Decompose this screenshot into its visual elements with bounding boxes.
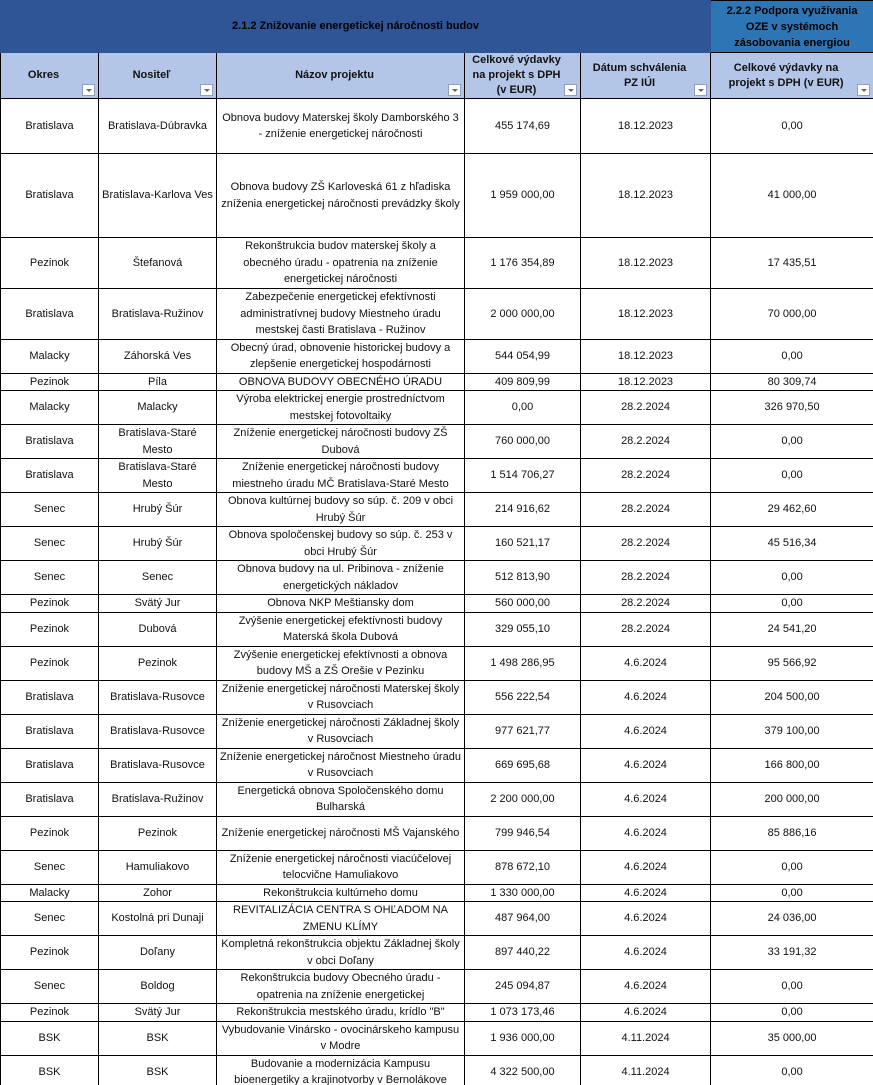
table-row [1, 289, 873, 340]
cell-nazov[interactable]: Rekonštrukcia budov materskej školy a obecného úradu - opatrenia na zníženie energetickej náročnosti [217, 238, 465, 289]
column-label: Názov projektu [295, 69, 374, 81]
cell-nositel[interactable]: Záhorská Ves [99, 339, 217, 373]
cell-oze-vydavky[interactable]: 24 541,20 [711, 612, 873, 646]
table-row [1, 238, 873, 289]
cell-nazov[interactable]: Zníženie energetickej náročnosti budovy miestneho úradu MČ Bratislava-Staré Mesto [217, 459, 465, 493]
cell-okres[interactable]: Pezinok [1, 238, 99, 289]
cell-datum[interactable]: 28.2.2024 [581, 561, 711, 595]
cell-okres[interactable]: Malacky [1, 391, 99, 425]
cell-oze-vydavky[interactable]: 70 000,00 [711, 289, 873, 340]
cell-okres[interactable]: Pezinok [1, 373, 99, 391]
cell-oze-vydavky[interactable]: 33 191,32 [711, 936, 873, 970]
cell-oze-vydavky[interactable]: 204 500,00 [711, 680, 873, 714]
cell-nositel[interactable]: Dubová [99, 612, 217, 646]
cell-vydavky[interactable]: 1 176 354,89 [465, 238, 581, 289]
cell-okres[interactable]: Pezinok [1, 595, 99, 613]
table-row [1, 816, 873, 850]
table-row [1, 936, 873, 970]
cell-oze-vydavky[interactable]: 85 886,16 [711, 816, 873, 850]
cell-datum[interactable]: 4.6.2024 [581, 646, 711, 680]
cell-datum[interactable]: 18.12.2023 [581, 289, 711, 340]
cell-vydavky[interactable]: 329 055,10 [465, 612, 581, 646]
column-header-nazov [217, 53, 465, 99]
cell-datum[interactable]: 4.6.2024 [581, 1004, 711, 1022]
cell-vydavky[interactable]: 2 200 000,00 [465, 782, 581, 816]
cell-oze-vydavky[interactable]: 95 566,92 [711, 646, 873, 680]
cell-okres[interactable]: Pezinok [1, 816, 99, 850]
cell-datum[interactable]: 4.11.2024 [581, 1021, 711, 1055]
cell-oze-vydavky[interactable]: 200 000,00 [711, 782, 873, 816]
cell-oze-vydavky[interactable]: 0,00 [711, 850, 873, 884]
table-row [1, 561, 873, 595]
cell-vydavky[interactable]: 1 330 000,00 [465, 884, 581, 902]
table-row [1, 493, 873, 527]
cell-nazov[interactable]: OBNOVA BUDOVY OBECNÉHO ÚRADU [217, 373, 465, 391]
cell-nositel[interactable]: Bratislava-Dúbravka [99, 99, 217, 154]
column-header-oze-vydavky [711, 53, 873, 99]
cell-datum[interactable]: 4.11.2024 [581, 1055, 711, 1085]
table-body [1, 99, 873, 1085]
cell-nazov[interactable]: Zníženie energetickej náročnosti budovy ZŠ Dubová [217, 425, 465, 459]
section-title-energy-efficiency [1, 1, 711, 53]
cell-okres[interactable]: Bratislava [1, 154, 99, 238]
cell-okres[interactable]: Senec [1, 527, 99, 561]
table-row [1, 425, 873, 459]
cell-vydavky[interactable]: 544 054,99 [465, 339, 581, 373]
cell-oze-vydavky[interactable]: 326 970,50 [711, 391, 873, 425]
cell-vydavky[interactable]: 897 440,22 [465, 936, 581, 970]
cell-oze-vydavky[interactable]: 0,00 [711, 884, 873, 902]
table-row [1, 339, 873, 373]
cell-datum[interactable]: 4.6.2024 [581, 970, 711, 1004]
cell-vydavky[interactable]: 1 959 000,00 [465, 154, 581, 238]
cell-vydavky[interactable]: 512 813,90 [465, 561, 581, 595]
cell-nositel[interactable]: Bratislava-Ružinov [99, 289, 217, 340]
section-title-renewables: 2.2.2 Podpora využívania OZE v systémoch zásobovania energiou [711, 1, 873, 53]
cell-okres[interactable]: Senec [1, 970, 99, 1004]
cell-nazov[interactable]: Zníženie energetickej náročnosti Základnej školy v Rusovciach [217, 714, 465, 748]
cell-nazov[interactable]: Zníženie energetickej náročnost Miestneho úradu v Rusovciach [217, 748, 465, 782]
cell-nositel[interactable]: Svätý Jur [99, 1004, 217, 1022]
cell-okres[interactable]: Senec [1, 850, 99, 884]
cell-oze-vydavky[interactable]: 24 036,00 [711, 902, 873, 936]
section-title-text: 2.1.2 Znižovanie energetickej náročnosti budov [232, 20, 480, 33]
column-header-vydavky [465, 53, 581, 99]
cell-vydavky[interactable]: 560 000,00 [465, 595, 581, 613]
cell-vydavky[interactable]: 409 809,99 [465, 373, 581, 391]
cell-nositel[interactable]: Svätý Jur [99, 595, 217, 613]
cell-oze-vydavky[interactable]: 35 000,00 [711, 1021, 873, 1055]
table-row [1, 154, 873, 238]
cell-nazov[interactable]: Budovanie a modernizácia Kampusu bioenergetiky a krajinotvorby v Bernolákove [217, 1055, 465, 1085]
column-label: Okres [27, 69, 60, 81]
cell-datum[interactable]: 28.2.2024 [581, 459, 711, 493]
cell-okres[interactable]: Bratislava [1, 748, 99, 782]
table-row [1, 1004, 873, 1022]
table-row [1, 1021, 873, 1055]
table-row [1, 748, 873, 782]
column-header-nositel [99, 53, 217, 99]
cell-oze-vydavky[interactable]: 29 462,60 [711, 493, 873, 527]
cell-okres[interactable]: Bratislava [1, 459, 99, 493]
cell-datum[interactable]: 28.2.2024 [581, 612, 711, 646]
cell-datum[interactable]: 4.6.2024 [581, 816, 711, 850]
cell-oze-vydavky[interactable]: 0,00 [711, 595, 873, 613]
table-row [1, 970, 873, 1004]
table-row [1, 782, 873, 816]
cell-oze-vydavky[interactable]: 41 000,00 [711, 154, 873, 238]
cell-nositel[interactable]: Štefanová [99, 238, 217, 289]
cell-vydavky[interactable]: 1 936 000,00 [465, 1021, 581, 1055]
cell-nositel[interactable]: Doľany [99, 936, 217, 970]
column-label: Dátum schválenia PZ IÚI [592, 61, 687, 89]
cell-okres[interactable]: Bratislava [1, 680, 99, 714]
cell-vydavky[interactable]: 245 094,87 [465, 970, 581, 1004]
cell-nazov[interactable]: Zvýšenie energetickej efektívnosti budovy Materská škola Dubová [217, 612, 465, 646]
cell-datum[interactable]: 28.2.2024 [581, 493, 711, 527]
table-row [1, 459, 873, 493]
cell-nazov[interactable]: Zníženie energetickej náročnosti MŠ Vajanského [217, 816, 465, 850]
cell-nositel[interactable]: Zohor [99, 884, 217, 902]
cell-nazov[interactable]: Obnova kultúrnej budovy so súp. č. 209 v obci Hrubý Šúr [217, 493, 465, 527]
cell-nositel[interactable]: Bratislava-Staré Mesto [99, 459, 217, 493]
cell-oze-vydavky[interactable]: 0,00 [711, 1004, 873, 1022]
cell-datum[interactable]: 4.6.2024 [581, 680, 711, 714]
table-row [1, 884, 873, 902]
cell-vydavky[interactable]: 556 222,54 [465, 680, 581, 714]
cell-datum[interactable]: 4.6.2024 [581, 902, 711, 936]
cell-okres[interactable]: Bratislava [1, 99, 99, 154]
cell-oze-vydavky[interactable]: 0,00 [711, 99, 873, 154]
cell-vydavky[interactable]: 878 672,10 [465, 850, 581, 884]
cell-nazov[interactable]: Obnova NKP Meštiansky dom [217, 595, 465, 613]
cell-datum[interactable]: 28.2.2024 [581, 527, 711, 561]
cell-nositel[interactable]: BSK [99, 1021, 217, 1055]
cell-nazov[interactable]: Rekonštrukcia budovy Obecného úradu - opatrenia na zníženie energetickej [217, 970, 465, 1004]
table-row [1, 646, 873, 680]
cell-okres[interactable]: Bratislava [1, 289, 99, 340]
cell-oze-vydavky[interactable]: 0,00 [711, 1055, 873, 1085]
column-header-okres [1, 53, 99, 99]
cell-nositel[interactable]: Pezinok [99, 816, 217, 850]
table-row [1, 714, 873, 748]
cell-okres[interactable]: BSK [1, 1055, 99, 1085]
cell-datum[interactable]: 4.6.2024 [581, 782, 711, 816]
cell-vydavky[interactable]: 669 695,68 [465, 748, 581, 782]
cell-oze-vydavky[interactable]: 17 435,51 [711, 238, 873, 289]
column-header-row [1, 53, 873, 99]
cell-nositel[interactable]: Bratislava-Karlova Ves [99, 154, 217, 238]
cell-nositel[interactable]: Hamuliakovo [99, 850, 217, 884]
cell-oze-vydavky[interactable]: 166 800,00 [711, 748, 873, 782]
cell-datum[interactable]: 4.6.2024 [581, 748, 711, 782]
column-header-datum [581, 53, 711, 99]
cell-oze-vydavky[interactable]: 0,00 [711, 561, 873, 595]
cell-nositel[interactable]: Pezinok [99, 646, 217, 680]
section-header-row [1, 1, 873, 53]
cell-nazov[interactable]: Zníženie energetickej náročnosti Materskej školy v Rusovciach [217, 680, 465, 714]
cell-okres[interactable]: Pezinok [1, 936, 99, 970]
cell-nositel[interactable]: Hrubý Šúr [99, 493, 217, 527]
table-row [1, 373, 873, 391]
cell-okres[interactable]: BSK [1, 1021, 99, 1055]
cell-okres[interactable]: Malacky [1, 339, 99, 373]
cell-datum[interactable]: 18.12.2023 [581, 373, 711, 391]
cell-nazov[interactable]: Energetická obnova Spoločenského domu Bulharská [217, 782, 465, 816]
cell-nazov[interactable]: Vybudovanie Vinársko - ovocinárskeho kampusu v Modre [217, 1021, 465, 1055]
cell-nositel[interactable]: Hrubý Šúr [99, 527, 217, 561]
cell-nositel[interactable]: Píla [99, 373, 217, 391]
table-row [1, 527, 873, 561]
cell-vydavky[interactable]: 487 964,00 [465, 902, 581, 936]
column-label: Celkové výdavky na projekt s DPH (v EUR) [472, 54, 561, 96]
cell-oze-vydavky[interactable]: 80 309,74 [711, 373, 873, 391]
cell-nositel[interactable]: Boldog [99, 970, 217, 1004]
cell-nositel[interactable]: Bratislava-Staré Mesto [99, 425, 217, 459]
cell-nazov[interactable]: Obecný úrad, obnovenie historickej budovy a zlepšenie energetickej hospodárnosti [217, 339, 465, 373]
cell-nazov[interactable]: Výroba elektrickej energie prostredníctvom mestskej fotovoltaiky [217, 391, 465, 425]
cell-datum[interactable]: 18.12.2023 [581, 339, 711, 373]
cell-okres[interactable]: Pezinok [1, 1004, 99, 1022]
cell-vydavky[interactable]: 760 000,00 [465, 425, 581, 459]
cell-okres[interactable]: Pezinok [1, 612, 99, 646]
cell-oze-vydavky[interactable]: 0,00 [711, 339, 873, 373]
filter-dropdown-icon[interactable] [448, 84, 461, 96]
cell-nazov[interactable]: REVITALIZÁCIA CENTRA S OHĽADOM NA ZMENU KLÍMY [217, 902, 465, 936]
cell-oze-vydavky[interactable]: 0,00 [711, 970, 873, 1004]
cell-nositel[interactable]: Bratislava-Ružinov [99, 782, 217, 816]
cell-vydavky[interactable]: 160 521,17 [465, 527, 581, 561]
cell-nazov[interactable]: Obnova budovy na ul. Pribinova - zníženie energetických nákladov [217, 561, 465, 595]
cell-datum[interactable]: 4.6.2024 [581, 884, 711, 902]
column-label: Celkové výdavky na projekt s DPH (v EUR) [728, 61, 844, 89]
cell-datum[interactable]: 28.2.2024 [581, 425, 711, 459]
cell-vydavky[interactable]: 455 174,69 [465, 99, 581, 154]
cell-nositel[interactable]: Kostolná pri Dunaji [99, 902, 217, 936]
cell-nazov[interactable]: Rekonštrukcia mestského úradu, krídlo "B" [217, 1004, 465, 1022]
cell-nositel[interactable]: Bratislava-Rusovce [99, 680, 217, 714]
cell-nositel[interactable]: Malacky [99, 391, 217, 425]
cell-vydavky[interactable]: 2 000 000,00 [465, 289, 581, 340]
table-row [1, 612, 873, 646]
filter-dropdown-icon[interactable] [857, 84, 870, 96]
cell-vydavky[interactable]: 1 498 286,95 [465, 646, 581, 680]
cell-nositel[interactable]: BSK [99, 1055, 217, 1085]
cell-datum[interactable]: 28.2.2024 [581, 595, 711, 613]
cell-datum[interactable]: 4.6.2024 [581, 936, 711, 970]
cell-okres[interactable]: Bratislava [1, 425, 99, 459]
cell-datum[interactable]: 18.12.2023 [581, 238, 711, 289]
cell-vydavky[interactable]: 977 621,77 [465, 714, 581, 748]
column-label: Nositeľ [132, 69, 171, 81]
cell-oze-vydavky[interactable]: 379 100,00 [711, 714, 873, 748]
cell-okres[interactable]: Senec [1, 493, 99, 527]
table-row [1, 1055, 873, 1085]
cell-datum[interactable]: 28.2.2024 [581, 391, 711, 425]
cell-oze-vydavky[interactable]: 0,00 [711, 425, 873, 459]
cell-vydavky[interactable]: 4 322 500,00 [465, 1055, 581, 1085]
cell-vydavky[interactable]: 214 916,62 [465, 493, 581, 527]
cell-okres[interactable]: Senec [1, 561, 99, 595]
cell-nositel[interactable]: Senec [99, 561, 217, 595]
cell-okres[interactable]: Malacky [1, 884, 99, 902]
cell-datum[interactable]: 4.6.2024 [581, 714, 711, 748]
cell-nositel[interactable]: Bratislava-Rusovce [99, 714, 217, 748]
filter-dropdown-icon[interactable] [694, 84, 707, 96]
cell-vydavky[interactable]: 0,00 [465, 391, 581, 425]
cell-vydavky[interactable]: 799 946,54 [465, 816, 581, 850]
cell-nazov[interactable]: Zníženie energetickej náročnosti viacúčelovej telocvične Hamuliakovo [217, 850, 465, 884]
cell-okres[interactable]: Pezinok [1, 646, 99, 680]
cell-okres[interactable]: Senec [1, 902, 99, 936]
cell-nazov[interactable]: Zabezpečenie energetickej efektívnosti administratívnej budovy Miestneho úradu mestskej časti Bratislava - Ružinov [217, 289, 465, 340]
cell-okres[interactable]: Bratislava [1, 714, 99, 748]
table-row [1, 595, 873, 613]
cell-datum[interactable]: 18.12.2023 [581, 154, 711, 238]
cell-nazov[interactable]: Zvýšenie energetickej efektívnosti a obnova budovy MŠ a ZŠ Orešie v Pezinku [217, 646, 465, 680]
cell-nazov[interactable]: Rekonštrukcia kultúrneho domu [217, 884, 465, 902]
cell-datum[interactable]: 18.12.2023 [581, 99, 711, 154]
table-row [1, 391, 873, 425]
cell-nazov[interactable]: Obnova budovy Materskej školy Damborského 3 - zníženie energetickej náročnosti [217, 99, 465, 154]
cell-vydavky[interactable]: 1 073 173,46 [465, 1004, 581, 1022]
table-row [1, 680, 873, 714]
filter-dropdown-icon[interactable] [200, 84, 213, 96]
filter-dropdown-icon[interactable] [82, 84, 95, 96]
cell-nazov[interactable]: Kompletná rekonštrukcia objektu Základnej školy v obci Doľany [217, 936, 465, 970]
table-row [1, 850, 873, 884]
cell-oze-vydavky[interactable]: 45 516,34 [711, 527, 873, 561]
table-row [1, 99, 873, 154]
cell-vydavky[interactable]: 1 514 706,27 [465, 459, 581, 493]
cell-nositel[interactable]: Bratislava-Rusovce [99, 748, 217, 782]
cell-nazov[interactable]: Obnova spoločenskej budovy so súp. č. 253 v obci Hrubý Šúr [217, 527, 465, 561]
cell-datum[interactable]: 4.6.2024 [581, 850, 711, 884]
cell-okres[interactable]: Bratislava [1, 782, 99, 816]
cell-oze-vydavky[interactable]: 0,00 [711, 459, 873, 493]
table-row [1, 902, 873, 936]
cell-nazov[interactable]: Obnova budovy ZŠ Karloveská 61 z hľadiska zníženia energetickej náročnosti prevádzky školy [217, 154, 465, 238]
filter-dropdown-icon[interactable] [564, 84, 577, 96]
